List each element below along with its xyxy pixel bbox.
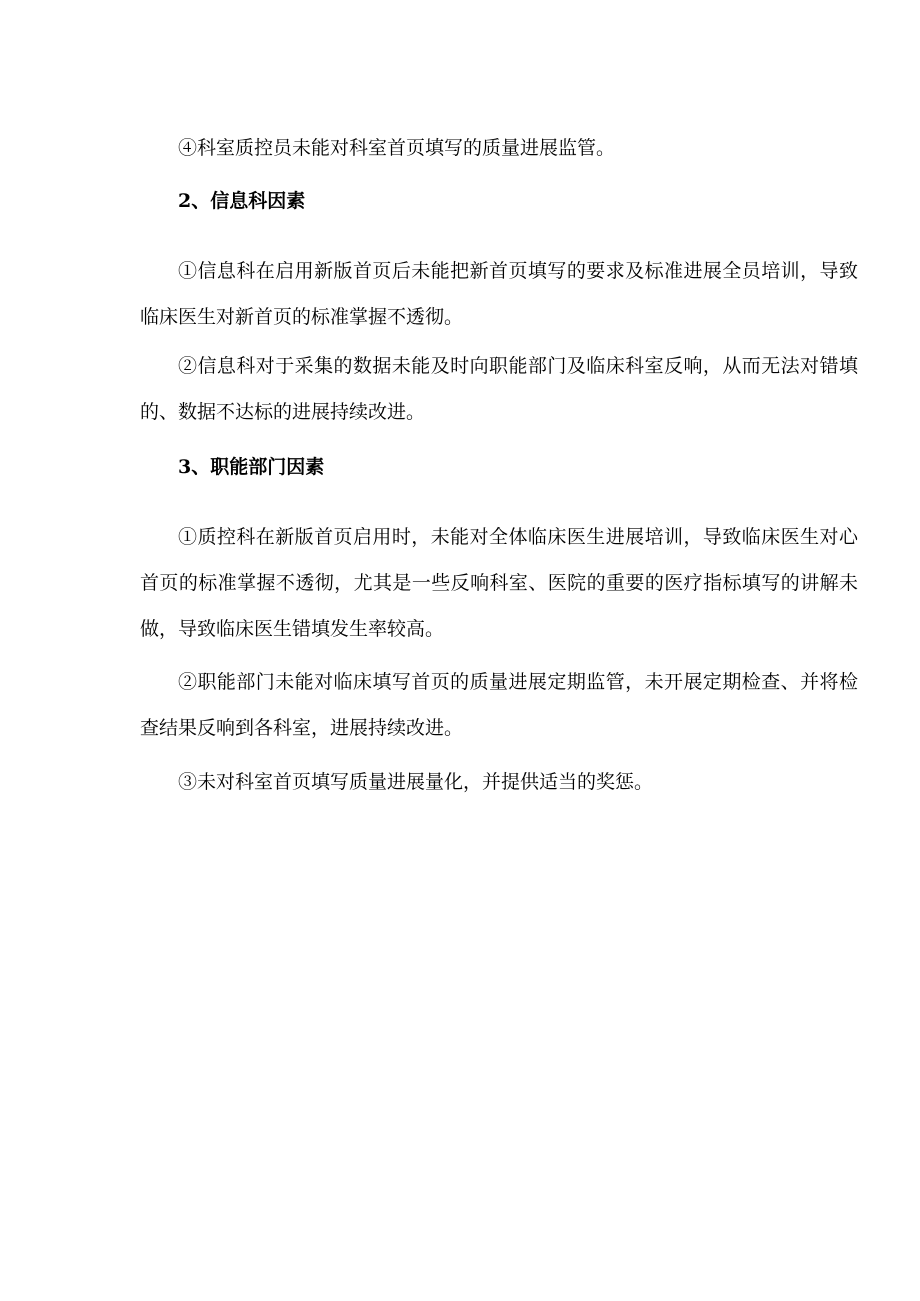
paragraph-functional-item-3: ③未对科室首页填写质量进展量化，并提供适当的奖惩。 <box>178 771 654 793</box>
paragraph-functional-item-1: ①质控科在新版首页启用时，未能对全体临床医生进展培训，导致临床医生对心首页的标准掌握不透彻，尤其是一些反响科室、医院的重要的医疗指标填写的讲解未做，导致临床医生错填发生率较高。 <box>140 526 858 640</box>
section-heading-functional-dept: 3、职能部门因素 <box>178 456 325 478</box>
paragraph-info-item-2: ②信息科对于采集的数据未能及时向职能部门及临床科室反响，从而无法对错填的、数据不达标的进展持续改进。 <box>140 355 858 423</box>
paragraph-item-4: ④科室质控员未能对科室首页填写的质量进展监管。 <box>178 137 616 159</box>
paragraph-info-item-1: ①信息科在启用新版首页后未能把新首页填写的要求及标准进展全员培训，导致临床医生对新首页的标准掌握不透彻。 <box>140 260 858 328</box>
section-heading-info-dept: 2、信息科因素 <box>178 190 306 212</box>
paragraph-functional-item-2: ②职能部门未能对临床填写首页的质量进展定期监管，未开展定期检查、并将检查结果反响到各科室，进展持续改进。 <box>140 671 858 739</box>
